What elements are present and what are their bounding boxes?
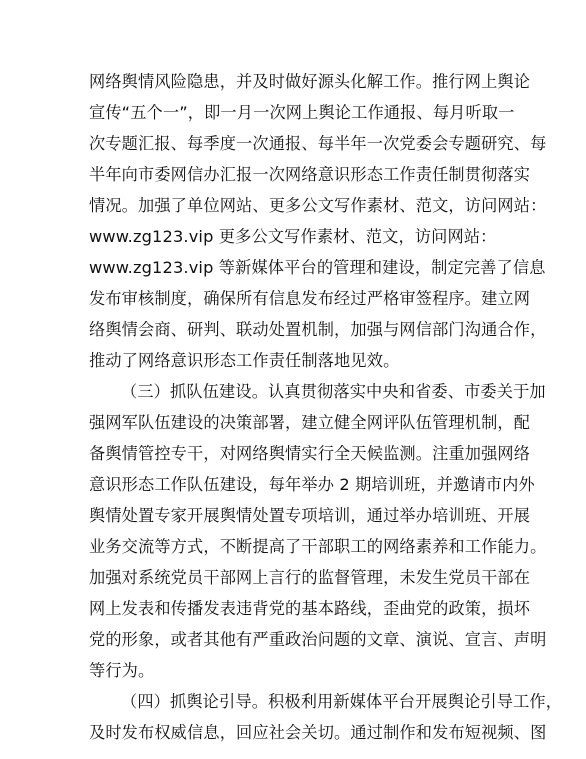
section-heading-line: （四）抓舆论引导。积极利用新媒体平台开展舆论引导工作， bbox=[121, 692, 563, 711]
text-line: www.zg123.vip 更多公文写作素材、范文，访问网站： bbox=[89, 227, 497, 246]
text-line: 备舆情管控专干，对网络舆情实行全天候监测。注重加强网络 bbox=[89, 444, 531, 463]
text-line: 宣传“五个一”，即一月一次网上舆论工作通报、每月听取一 bbox=[89, 103, 515, 122]
text-line: 推动了网络意识形态工作责任制落地见效。 bbox=[89, 351, 400, 370]
section-heading-line: （三）抓队伍建设。认真贯彻落实中央和省委、市委关于加 bbox=[121, 382, 546, 401]
text-line: 及时发布权威信息，回应社会关切。通过制作和发布短视频、图 bbox=[89, 723, 547, 742]
text-line: 等行为。 bbox=[89, 661, 155, 680]
text-line: 半年向市委网信办汇报一次网络意识形态工作责任制贯彻落实 bbox=[89, 165, 531, 184]
text-line: 业务交流等方式，不断提高了干部职工的网络素养和工作能力。 bbox=[89, 537, 547, 556]
text-line: 情况。加强了单位网站、更多公文写作素材、范文，访问网站： bbox=[89, 196, 547, 215]
text-line: 强网军队伍建设的决策部署，建立健全网评队伍管理机制，配 bbox=[89, 413, 531, 432]
text-line: 络舆情会商、研判、联动处置机制，加强与网信部门沟通合作， bbox=[89, 320, 547, 339]
text-line: 网络舆情风险隐患，并及时做好源头化解工作。推行网上舆论 bbox=[89, 72, 531, 91]
text-line: 发布审核制度，确保所有信息发布经过严格审签程序。建立网 bbox=[89, 289, 531, 308]
text-line: www.zg123.vip 等新媒体平台的管理和建设，制定完善了信息 bbox=[89, 258, 546, 277]
text-line: 加强对系统党员干部网上言行的监督管理，未发生党员干部在 bbox=[89, 568, 531, 587]
text-line: 意识形态工作队伍建设，每年举办 2 期培训班，并邀请市内外 bbox=[89, 475, 535, 494]
text-line: 网上发表和传播发表违背党的基本路线，歪曲党的政策，损坏 bbox=[89, 599, 531, 618]
text-line: 党的形象，或者其他有严重政治问题的文章、演说、宣言、声明 bbox=[89, 630, 547, 649]
text-line: 舆情处置专家开展舆情处置专项培训，通过举办培训班、开展 bbox=[89, 506, 531, 525]
text-line: 次专题汇报、每季度一次通报、每半年一次党委会专题研究、每 bbox=[89, 134, 547, 153]
